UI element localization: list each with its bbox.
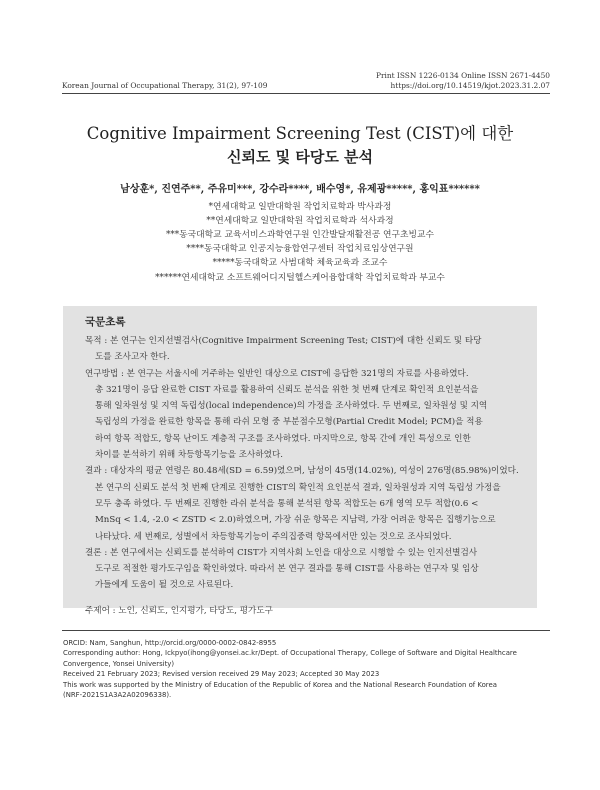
abstract-line: 가들에게 도움이 될 것으로 사료된다. xyxy=(95,580,234,591)
abstract-line: 모두 충족 하였다. 두 번째로 진행한 라쉬 분석을 통해 분석된 항목 적합도는 6개 영역 모두 적합(0.6 < xyxy=(95,498,479,509)
abstract-line: 도를 조사고자 한다. xyxy=(95,352,170,363)
received-dates: Received 21 February 2023; Revised version received 29 May 2023; Accepted 30 May 2023 xyxy=(63,670,380,679)
abstract-line: 독립성의 가정을 완료한 항목을 통해 라쉬 모형 중 부분점수모형(Partial Credit Model; PCM)을 적용 xyxy=(95,417,483,428)
abstract-purpose xyxy=(85,333,523,366)
orcid-note: ORCID: Nam, Sanghun, http://orcid.org/0000-0002-0842-8955 xyxy=(63,639,277,647)
abstract-line: MnSq < 1.4, -2.0 < ZSTD < 2.0)하였으며, 가장 쉬운 항목은 지남력, 가장 어려운 항목은 집행기능으로 xyxy=(95,515,496,526)
abstract-box xyxy=(63,306,537,616)
abstract-methods xyxy=(85,366,523,464)
corresponding-author: Corresponding author: Hong, Ickpyo(ihong@yonsei.ac.kr/Dept. of Occupational Therapy, College of Software and Digital Healthcare xyxy=(63,649,517,658)
abstract-heading: 국문초록 xyxy=(85,316,126,328)
abstract-line: 목적 : 본 연구는 인지선별검사(Cognitive Impairment Screening Test; CIST)에 대한 신뢰도 및 타당 xyxy=(85,336,482,346)
abstract-results xyxy=(85,463,523,544)
header-rule xyxy=(62,93,550,94)
author-list: 남상훈*, 진연주**, 주유미***, 강수라****, 배수영*, 유제광*****, 홍익표****** xyxy=(120,184,480,195)
abstract-line: 하여 항목 적합도, 항목 난이도 계층적 구조를 조사하였다. 마지막으로, 항목 간에 개인 특성으로 인한 xyxy=(95,433,471,444)
affiliation: **연세대학교 일반대학원 작업치료학과 석사과정 xyxy=(206,216,394,226)
abstract-line: 결과 : 대상자의 평균 연령은 80.48세(SD = 6.59)였으며, 남성이 45명(14.02%), 여성이 276명(85.98%)이었다. xyxy=(85,466,519,477)
affiliation: ******연세대학교 소프트웨어디지털헬스케어융합대학 작업치료학과 부교수 xyxy=(155,273,445,283)
affiliation: ****동국대학교 인공지능융합연구센터 작업치료임상연구원 xyxy=(186,244,414,254)
abstract-line: 차이를 분석하기 위해 차등항목기능을 조사하였다. xyxy=(95,450,283,461)
paper-subtitle: 신뢰도 및 타당도 분석 xyxy=(226,148,374,166)
corresponding-author-cont: Convergence, Yonsei University) xyxy=(63,659,175,668)
issn-line: Print ISSN 1226-0134 Online ISSN 2671-4450 xyxy=(375,71,550,80)
abstract-conclusion xyxy=(85,545,523,594)
footnotes xyxy=(63,638,545,700)
paper-title: Cognitive Impairment Screening Test (CIST)에 대한 xyxy=(86,124,514,143)
affiliation: ***동국대학교 교육서비스과학연구원 인간발달재활전공 연구초빙교수 xyxy=(165,230,435,240)
footnote-rule xyxy=(62,630,550,631)
abstract-line: 총 321명이 응답 완료한 CIST 자료를 활용하여 신뢰도 분석을 위한 첫 번째 단계로 확인적 요인분석을 xyxy=(95,384,479,395)
affiliation: *****동국대학교 사범대학 체육교육과 조교수 xyxy=(212,258,388,268)
abstract-line: 도구로 적절한 평가도구임을 확인하였다. 따라서 본 연구 결과를 통해 CIST를 사용하는 연구자 및 임상 xyxy=(95,564,479,575)
doi-link[interactable]: https://doi.org/10.14519/kjot.2023.31.2.07 xyxy=(390,81,550,90)
keywords: 주제어 : 노인, 신뢰도, 인지평가, 타당도, 평가도구 xyxy=(85,605,273,616)
affiliation: *연세대학교 일반대학원 작업치료학과 박사과정 xyxy=(208,202,392,212)
funding-note-cont: (NRF-2021S1A3A2A02096338). xyxy=(63,691,172,700)
funding-note: This work was supported by the Ministry of Education of the Republic of Korea and the National Research Foundation of Korea xyxy=(63,680,497,689)
abstract-line: 통해 일차원성 및 지역 독립성(local independence)의 가정을 조사하였다. 두 번째로, 일차원성 및 지역 xyxy=(95,401,488,412)
abstract-line: 나타났다. 세 번째로, 성별에서 차등항목기능이 주의집중력 항목에서만 있는 것으로 조사되었다. xyxy=(95,531,452,542)
abstract-line: 본 연구의 신뢰도 분석 첫 번째 단계로 진행한 CIST의 확인적 요인분석 결과, 일차원성과 지역 독립성 가정을 xyxy=(95,482,501,493)
journal-citation: Korean Journal of Occupational Therapy, 31(2), 97-109 xyxy=(62,81,268,90)
abstract-line: 결론 : 본 연구에서는 신뢰도를 분석하여 CIST가 지역사회 노인을 대상으로 시행할 수 있는 인지선별검사 xyxy=(85,547,478,558)
abstract-line: 연구방법 : 본 연구는 서울시에 거주하는 일반인 대상으로 CIST에 응답한 321명의 자료를 사용하였다. xyxy=(85,368,469,379)
